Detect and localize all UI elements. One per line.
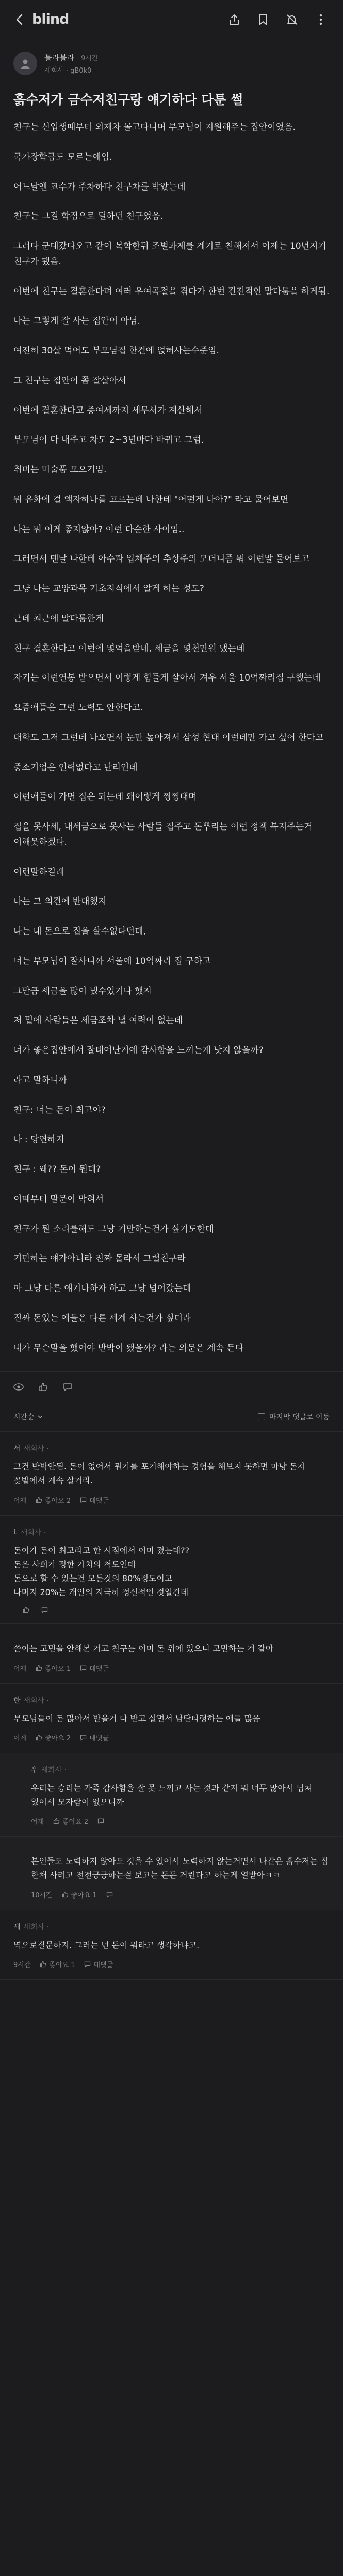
comment-icon [80, 1734, 87, 1741]
post-paragraph: 아 그냥 다른 얘기나하자 하고 그냥 넘어갔는데 [13, 1283, 191, 1294]
comment-author-company: 새회사 · [23, 1923, 50, 1931]
post-paragraph: 기만하는 얘가아니라 진짜 몰라서 그럴친구라 [13, 1253, 186, 1264]
comment-author-company: 새회사 · [41, 1766, 67, 1774]
comment-header [13, 1695, 330, 1705]
post-paragraph: 이런말하길래 [13, 867, 64, 877]
post-paragraph: 이런애들이 가면 집은 되는데 왜이렇게 찡찡대며 [13, 792, 197, 803]
comment-list [0, 1432, 343, 1979]
post-paragraph: 근데 최근에 말다툼한게 [13, 613, 104, 624]
post-paragraph: 친구가 뭔 소리를해도 그냥 기만하는건가 싶기도한데 [13, 1224, 214, 1234]
post-paragraph: 그 친구는 집안이 쫌 잘살아서 [13, 375, 126, 386]
post-meta-bar [0, 1371, 343, 1402]
comment-icon [106, 1891, 113, 1898]
post-paragraph: 친구는 그걸 학점으로 딜하던 친구였음. [13, 211, 163, 222]
post-paragraph: 친구 결혼한다고 이번에 몇억을받네, 세금을 몇천만원 냈는데 [13, 643, 245, 654]
thumbs-up-icon [36, 1734, 42, 1741]
thumbs-up-icon [39, 1382, 48, 1392]
comment-author[interactable]: 서 [13, 1445, 21, 1453]
comment-text: 우리는 승리는 가족 감사함을 잘 못 느끼고 사는 것과 같지 뭐 너무 많아서 넘쳐 있어서 모자람이 없으니까 [31, 1783, 313, 1807]
checkbox[interactable] [258, 1413, 265, 1420]
eye-icon [13, 1383, 24, 1391]
comment-text: 부모님들이 돈 많아서 받을거 다 받고 살면서 남탄타령하는 애들 많음 [13, 1713, 260, 1723]
comment-icon [97, 1818, 104, 1824]
post-paragraph: 친구는 신입생때부터 외제차 몰고다니며 부모님이 지원해주는 집안이였음. [13, 122, 296, 132]
post-paragraph: 이번에 결혼한다고 증여세까지 세무서가 계산해서 [13, 405, 203, 416]
comment-reply-button[interactable] [106, 1891, 116, 1898]
post-paragraph: 나는 그 의견에 반대했지 [13, 896, 107, 907]
post-paragraph: 여전히 30살 먹어도 부모님집 한켠에 얹혀사는수준임. [13, 346, 219, 356]
thumbs-up-icon [62, 1891, 69, 1898]
avatar[interactable] [13, 52, 37, 75]
notification-off-icon[interactable] [283, 11, 301, 28]
post-body [0, 120, 343, 1356]
post-time: 9시간 [81, 55, 99, 62]
post-paragraph: 너가 좋은집안에서 잘태어난거에 감사함을 느끼는게 낫지 않을까? [13, 1045, 264, 1056]
comment-author-company: 새회사 · [20, 1528, 46, 1537]
share-icon[interactable] [225, 11, 243, 28]
comment-time: 어제 [13, 1734, 27, 1742]
top-bar [0, 0, 343, 39]
comment-time: 어제 [13, 1665, 27, 1673]
post-paragraph: 그러면서 맨날 나한테 아수파 입체주의 추상주의 모더니즘 뭐 이런말 물어보고 [13, 554, 310, 565]
bookmark-icon[interactable] [254, 11, 272, 28]
comment-footer [13, 1959, 330, 1969]
comment [0, 1432, 343, 1515]
author-company: 새회사 · gB0k0 [44, 67, 92, 75]
comment-text: 돈이가 돈이 최고라고 한 시점에서 이미 졌는데?? 돈은 사회가 정한 가치의 척도인데 돈으로 할 수 있는건 모든것의 80%정도이고 나머지 20%는 개인의 지극히 정신적인 것일건데 [13, 1545, 190, 1598]
post-paragraph: 나는 그렇게 잘 사는 집안이 아님. [13, 316, 140, 327]
comment-icon [84, 1961, 91, 1968]
comment-like-button[interactable] [23, 1606, 32, 1613]
post-title: 흙수저가 금수저친구랑 얘기하다 다툰 썰 [13, 92, 243, 107]
post-paragraph: 어느날엔 교수가 주차하다 친구차를 박았는데 [13, 181, 186, 192]
post-paragraph: 집을 못사세, 내세금으로 못사는 사람들 집주고 돈뿌리는 이런 정책 복지주는거 이해못하겠다. [13, 822, 313, 848]
sort-order-dropdown[interactable]: 시간순 [13, 1413, 35, 1422]
post-paragraph: 이번에 친구는 결혼한다며 여러 우여곡절을 겪다가 한번 건전적인 말다툼을 하게됨. [13, 286, 330, 297]
author-row [0, 39, 343, 78]
comment-count[interactable] [63, 1382, 76, 1392]
comment-like-button[interactable]: 좋아요 2 [36, 1495, 71, 1505]
reply-comment [0, 1753, 343, 1837]
comment-header [13, 1922, 330, 1932]
post-paragraph: 요즘애들은 그런 노력도 안한다고. [13, 703, 143, 713]
post-paragraph: 저 밑에 사람들은 세금조차 낼 여력이 없는데 [13, 1015, 183, 1026]
comment-author[interactable]: 한 [13, 1696, 21, 1705]
comment-author[interactable]: 세 [13, 1923, 21, 1931]
thumbs-up-icon [23, 1606, 29, 1613]
comment-reply-button[interactable] [97, 1818, 107, 1824]
brand-logo[interactable]: blind [32, 11, 69, 27]
comment-text: 쓴이는 고민을 안해본 거고 친구는 이미 돈 위에 있으니 고민하는 거 같아 [13, 1643, 274, 1654]
comment [0, 1910, 343, 1980]
comment-footer [31, 1816, 330, 1826]
comment-time: 어제 [31, 1818, 44, 1826]
comment-author-company: 새회사 · [23, 1696, 50, 1705]
post-paragraph: 그러다 군대갔다오고 같이 복학한뒤 조별과제를 계기로 친해져서 이제는 10년지기 친구가 됐음. [13, 241, 326, 267]
thumbs-up-icon [36, 1497, 42, 1503]
post-paragraph: 나는 내 돈으로 집을 살수없다던데, [13, 926, 146, 937]
reply-comment [0, 1837, 343, 1910]
comment-like-button[interactable]: 좋아요 2 [53, 1816, 88, 1826]
comment [0, 1684, 343, 1753]
comment-footer [13, 1733, 330, 1742]
comment-footer [13, 1663, 330, 1673]
post-paragraph: 진짜 돈있는 애들은 다른 세계 사는건가 싶더라 [13, 1313, 191, 1324]
more-options-icon[interactable] [312, 11, 330, 28]
view-count [13, 1383, 27, 1391]
comment-time: 10시간 [31, 1891, 53, 1900]
like-button[interactable] [39, 1382, 52, 1392]
post-paragraph: 너는 부모님이 잘사니까 서울에 10억짜리 집 구하고 [13, 956, 211, 967]
post-paragraph: 나 : 당연하지 [13, 1134, 64, 1145]
comment-reply-button[interactable] [41, 1606, 51, 1613]
post-paragraph: 대학도 그저 그런데 나오면서 눈만 높아져서 삼성 현대 이런데만 가고 싶어 한다고 [13, 732, 324, 743]
comment-icon [80, 1497, 87, 1503]
thumbs-up-icon [40, 1961, 46, 1968]
post-paragraph: 자기는 이런연봉 받으면서 이렇게 힘들게 살아서 겨우 서울 10억짜리집 구했는데 [13, 673, 321, 684]
comment-header [31, 1765, 330, 1775]
comment-footer [31, 1890, 330, 1900]
comment-footer [13, 1495, 330, 1505]
post-paragraph: 뭐 유화에 걸 액자하나를 고르는데 나한테 "어떤게 나아?" 라고 물어보면 [13, 494, 289, 505]
author-name[interactable]: 블라블라 [44, 53, 74, 62]
comment-author-company: 새회사 · [23, 1445, 50, 1453]
comment [0, 1516, 343, 1624]
comment-like-button[interactable]: 좋아요 1 [36, 1663, 71, 1673]
thumbs-up-icon [36, 1665, 42, 1671]
comment-time: 어제 [13, 1497, 27, 1505]
comment-author[interactable]: 우 [31, 1766, 38, 1774]
post-paragraph: 나는 뭐 이게 좋지않아? 이런 다순한 사이임.. [13, 524, 185, 535]
post-paragraph: 국가장학금도 모르는애임. [13, 151, 112, 162]
comment-reply-button[interactable]: 대댓글 [80, 1733, 109, 1742]
post-paragraph: 부모님이 다 내주고 차도 2~3년마다 바뀌고 그럼. [13, 435, 204, 446]
chevron-down-icon[interactable] [38, 1413, 43, 1421]
post-paragraph: 그냥 나는 교양과목 기초지식에서 알게 하는 정도? [13, 584, 204, 594]
post-paragraph: 친구 : 왜?? 돈이 뭔데? [13, 1164, 101, 1175]
comment-author[interactable]: L [13, 1528, 18, 1536]
thumbs-up-icon [53, 1818, 60, 1824]
post-paragraph: 이때부터 말문이 막혀서 [13, 1194, 104, 1205]
post-paragraph: 라고 말하니까 [13, 1075, 67, 1086]
comment-sort-bar [0, 1402, 343, 1432]
comment-reply-button[interactable]: 대댓글 [80, 1663, 109, 1673]
comment-text: 본인들도 노력하지 않아도 깃을 수 있어서 노력하지 않는거면서 나같은 흙수저는 집 한채 사려고 전전긍긍하는걸 보고는 돈돈 거린다고 하는게 열받아ㅋㅋ [31, 1856, 329, 1880]
comment [0, 1624, 343, 1683]
post-paragraph: 중소기업은 인력없다고 난리인데 [13, 762, 138, 773]
post-paragraph: 취미는 미술품 모으기임. [13, 465, 107, 475]
comment-header [13, 1443, 330, 1453]
comment-like-button[interactable]: 좋아요 2 [36, 1733, 71, 1742]
post-paragraph: 친구: 너는 돈이 최고야? [13, 1105, 106, 1115]
comment-like-button[interactable]: 좋아요 1 [62, 1890, 97, 1900]
comment-text: 역으로질문하지. 그러는 넌 돈이 뭐라고 생각하냐고. [13, 1940, 200, 1950]
comment-like-button[interactable]: 좋아요 1 [40, 1959, 75, 1969]
comment-time: 9시간 [13, 1961, 31, 1969]
comment-header [13, 1527, 330, 1537]
comment-icon [80, 1665, 87, 1671]
comment-icon [41, 1606, 48, 1613]
post-paragraph: 그만큼 세금을 많이 냈수있기나 했지 [13, 986, 152, 996]
comment-icon [63, 1382, 72, 1392]
comment-reply-button[interactable]: 대댓글 [84, 1959, 113, 1969]
jump-to-last-comment-toggle[interactable]: 마지막 댓글로 이동 [258, 1412, 330, 1422]
back-arrow-icon[interactable] [13, 14, 25, 25]
comment-text: 그건 반박안됨. 돈이 없어서 뭔가를 포기해야하는 경험을 해보지 못하면 마냥 돈자 꽃밭에서 계속 살거라. [13, 1462, 305, 1486]
comment-footer [13, 1606, 330, 1613]
comment-reply-button[interactable]: 대댓글 [80, 1495, 109, 1505]
post-paragraph: 내가 무슨말을 했어야 반박이 됐을까? 라는 의문은 계속 든다 [13, 1343, 244, 1353]
